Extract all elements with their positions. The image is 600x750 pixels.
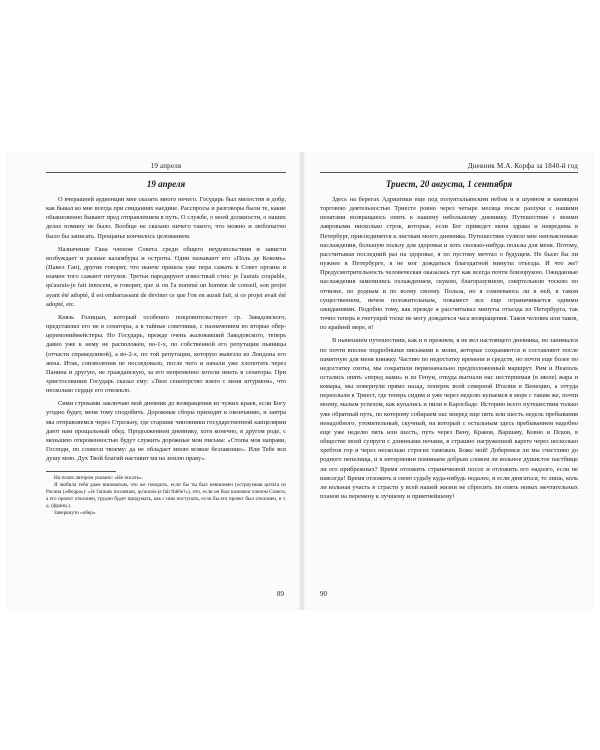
right-page-number: 90 bbox=[320, 590, 327, 598]
right-paragraph-1: Здесь на берегах Адриатики еще под полуитальянским небом и в шумном и кипящем торговою деятельностью Триесте ровно через четыре месяца после разлуки с нашими пенатами возвращаюсь опять к нашему небольшому дневнику. Путешествие с моими лавровыми нисколько строк, которые, если Бог приведет меня здрава и невредима в Петербург, присоединятся к листкам моего дневника. Путешествие сулило мне неизъяснимые наслаждения, большую пользу для здоровья и хоть сколько-нибудь пользы для меня. Потому, рассчитывая последний раз на здоровье, я по пустому мечтал о будущем. Не было бы ли нужнее в Петербурге, я не мог дождаться благодатной минуты отъезда. И что же? Предусмотрительность человеческая оказалась тут как всегда почти близорукою. Ожиданные наслаждения заменились охлаждением, скукою, благоразумною, смертельною тоскою по отчизне, по родным и по всему своему. Польза, но я сомневаюсь ли в ней, в таком существенном, нечем положительным, покамест все еще ограничивается одними ожиданиями. Подобно тому, как прежде я рассчитывал минуты отъезда из Петербурга, так точно теперь в гнетущей тоске не могу дождаться часа возвращения. Таков человек или таков, по крайней мере, я! bbox=[320, 196, 578, 332]
footnote-divider bbox=[46, 471, 116, 472]
left-running-head: 19 апреля bbox=[46, 162, 286, 173]
right-paragraph-2: В нынешнем путешествии, как и в прежнем, я не вел настоящего дневника, но занимался по почти вполне подробными письмами к моим, которые сохраняются и составляют после памятную для меня книжку. Частию по недостатку времени и средств, но почти еще более по недостатку охоты, мы сократили первоначально предположенный маршрут. Рим и Неаполь остались опять «перед нами» и из Генуи, откуда выгнали нас нестерпимая (в июле) жара и комары, мы повернули прямо назад, поперек всей северной Италии в Венецию, а оттуда переплыли в Триест, где теперь сидим и уже через неделю купаемся в море с таким же, почти моему, малым успехом, как купались и пили в Карлсбаде. Историю всего путешествия только уже обратный путь, по которому собираем нас вперед еще пять или шесть недель пребывания ненадобного, утомительный, скучный, на который с остальным здесь пребыванием надобно еще уже неделю пять или шесть, путь через Вену, Краков, Варшаву, Ковно и Псков, в обществе моей супруги с длинными ночами, в страшно нагруженной карете через несколько хребтов гор и через несколько строгих таможен. Боже мой! Доберемся ли мы счастливо до родного пепелища, и в нетерпении поминаем добрым словом ли вольное душистое пастбище ли его прибрежных? Время отложить страничковой посох и отложить его надолго, если не навсегда! Время отложить и свою судьбу куда-нибудь подалее, и если двигаться, то лишь, коль ли вольная участь в страсти у всей нашей жизни не сбросить ли опять новых мечтательных планов на перемену к лучшему и приятнейшему! bbox=[320, 337, 578, 500]
footnote-2: Я любила тебя даже виноватым, что же говорить, если бы ты был невиновен (остроумная цитата из Расина («Федра»): «Je l'aimais inconstant, qu'aurais-je fait fidèle?»), что, если он был назначен членом Совета, а его проект отклонен, трудно будет придумать, как с ним поступать, если бы его проект был отклонен, и т. д. (франц.). bbox=[46, 482, 286, 510]
left-paragraph-2: Назначение Гана членом Совета среди общего неудовольствия и зависти возбуждает и разные каламбуры и остроты. Одни называют его «Поль де Кокомъ» (Павел Ган), другие говорят, что нынче пришла уже пора сажать в Совет органы и взамен того сажают петухов. Третьи пародируют известный стих: je l'aurais coupable, qu'aurais-je fait innocent, и говорят, que si on l'a nommé un homme de conseil, son projet ayant été adopté, il est embarrassant de deviner ce que l'on en aurait fait, si ce projet avait été adopté, etc. bbox=[46, 245, 286, 308]
right-section-title: Триест, 20 августа, 1 сентября bbox=[385, 179, 513, 189]
left-paragraph-4: Сими строками заключаю мой дневник до возвращения из чужих краев, если Богу угодно будет, меня тому сподобить. Дорожные сборы приходят к окончанию, и завтра мы отправляемся через Стрельну, где старшие чиновники государственной канцелярии дают нам прощальный обед. Продолжением дневнику, хотя конечно, в другом роде, с меньшею откровенностью будут служить дорожные мои письма: «Стопы моя направи, Господи, по словеси твоему: да не обладает мною всякое беззаконие». Или Тебе вся душу мою. Дух Твой благий наставит мя на землю праву». bbox=[46, 400, 286, 463]
left-page-number: 89 bbox=[277, 590, 284, 598]
left-paragraph-1: О вчерашней аудиенции мне сказать много нечего. Государь был милостив и добр, как бывал ко мне всегда при свиданиях наедине. Расспросы и разговоры были те, какие обыкновенно бывают пред отправлением в путь. О службе, о моей должности, о наших делах помину не было. Вообще не сказано ничего такого, что можно и любопытно было бы записать. Прощанье кончилось целованием. bbox=[46, 196, 286, 240]
left-section-title: 19 апреля bbox=[146, 179, 186, 189]
left-page bbox=[6, 152, 302, 610]
left-paragraph-3: Князь Голицын, который особенно покровительствует гр. Завадовского, представлял его не в сенаторы, а в тайные советники, с назначением во вторые обер-церемониймейстеры. Но Государь, прежде очень жаловавший Завадовского, теперь давно уже к нему не расположен, во-1-х, по собственной его репутации пьяницы (отчасти справедливой), а во-2-х, по той репутации, которую вывезла из Лондона его жена. Итак, соизволения не последовало, после чего и начали уже хлопотать через Панина и другую, не гражданскую, за его непременно хотели иметь в сенаторы. При христосовании Государь сказал ему: «Твое сенаторство взято с меня штурмом», что несколько сердце его отвлекло. bbox=[46, 313, 286, 395]
book-spread bbox=[6, 152, 594, 610]
footnote-1: На полях автором указано: «Не писать». bbox=[54, 475, 143, 482]
right-page bbox=[302, 152, 594, 610]
footnote-3: Зачеркнуто «обер». bbox=[54, 510, 97, 517]
right-running-head: Дневник М.А. Корфа за 1840-й год bbox=[320, 162, 578, 173]
